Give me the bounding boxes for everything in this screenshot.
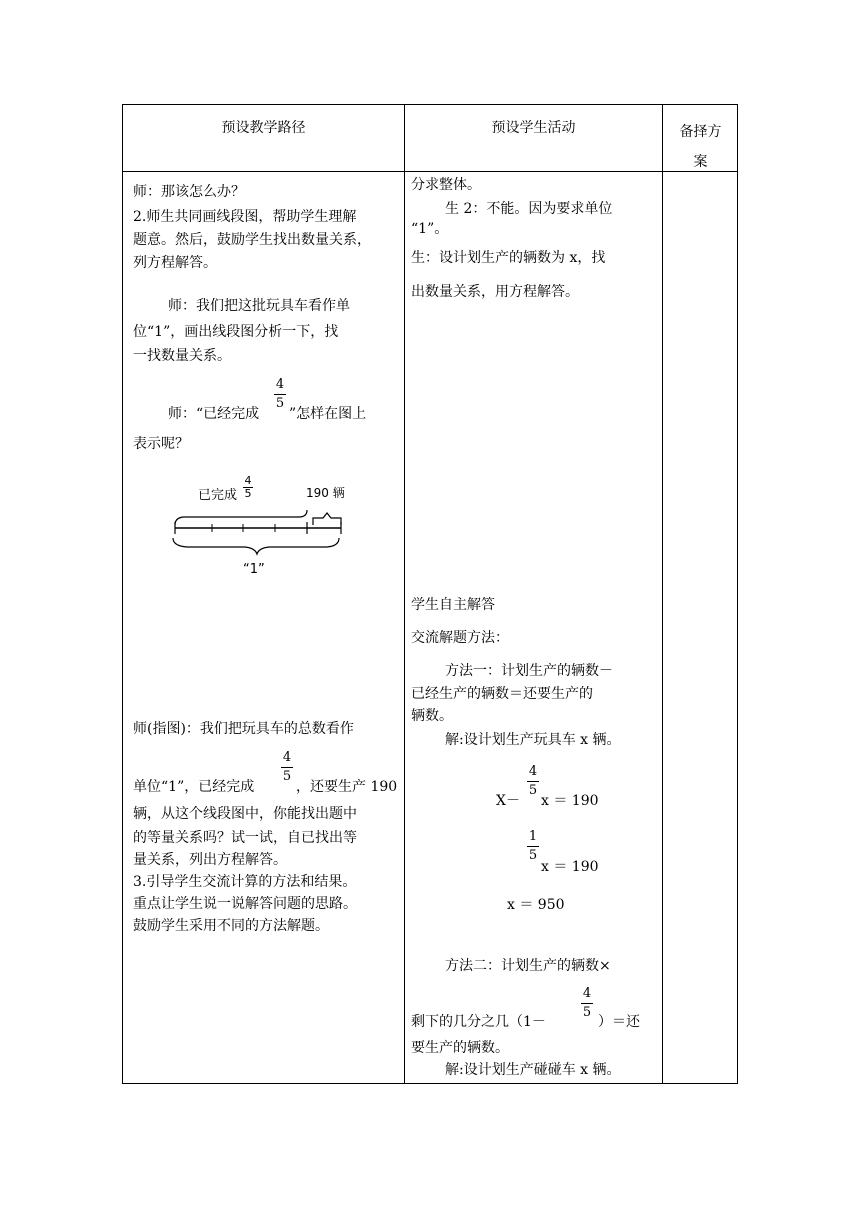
text-line: 剩下的几分之几（1－ xyxy=(411,1014,546,1030)
text-line: 师：“已经完成 xyxy=(168,406,260,422)
text-line: 生 2：不能。因为要求单位 xyxy=(445,201,613,217)
fraction-denominator: 5 xyxy=(528,848,538,863)
text-line: 方法二：计划生产的辆数× xyxy=(445,958,611,974)
text-line: 表示呢？ xyxy=(133,436,189,452)
fraction-numerator: 4 xyxy=(528,764,538,779)
text-line: 学生自主解答 xyxy=(411,597,495,613)
header-teaching-path: 预设教学路径 xyxy=(221,120,306,136)
text-line: 量关系，列出方程解答。 xyxy=(133,852,287,868)
fraction-four-fifths xyxy=(273,377,287,412)
header-alt-line2: 案 xyxy=(693,154,708,170)
text-line: “1”。 xyxy=(411,221,449,237)
text-line: 解:设计划生产玩具车 x 辆。 xyxy=(445,732,621,748)
text-line: 出数量关系，用方程解答。 xyxy=(411,284,579,300)
text-line: 交流解题方法： xyxy=(411,630,509,646)
text-line: 一找数量关系。 xyxy=(133,348,231,364)
text-line: 鼓励学生采用不同的方法解题。 xyxy=(133,918,329,934)
header-alt-line1: 备择方 xyxy=(679,124,722,140)
equation-3: x ＝ 950 xyxy=(507,897,565,913)
header-student-activity: 预设学生活动 xyxy=(491,120,576,136)
text-line: 方法一：计划生产的辆数－ xyxy=(445,663,613,679)
text-line: 分求整体。 xyxy=(411,177,481,193)
equation-2-right: x ＝ 190 xyxy=(541,859,599,875)
text-line: 辆数。 xyxy=(411,708,453,724)
fraction-four-fifths xyxy=(280,750,294,785)
fraction-numerator: 4 xyxy=(282,750,292,765)
fraction-one-fifth xyxy=(526,829,540,864)
text-line: 辆，从这个线段图中，你能找出题中 xyxy=(133,806,357,822)
fraction-numerator: 4 xyxy=(582,986,592,1001)
student-activity-cell xyxy=(405,172,662,1083)
fraction-denominator: 5 xyxy=(282,769,292,784)
fraction-denominator: 5 xyxy=(275,396,285,411)
fraction-denominator: 5 xyxy=(244,487,252,500)
text-line: 3.引导学生交流计算的方法和结果。 xyxy=(133,874,357,890)
text-line: 位“1”，画出线段图分析一下，找 xyxy=(133,324,339,340)
fraction-numerator: 4 xyxy=(275,377,285,392)
completed-label: 已完成 xyxy=(198,488,238,503)
text-line: 已经生产的辆数＝还要生产的 xyxy=(411,686,593,702)
fraction-numerator: 4 xyxy=(244,474,252,487)
text-line: 师：我们把这批玩具车看作单 xyxy=(168,298,350,314)
text-line: 解:设计划生产碰碰车 x 辆。 xyxy=(445,1062,621,1078)
text-line: 重点让学生说一说解答问题的思路。 xyxy=(133,896,357,912)
text-line: 单位“1”，已经完成 xyxy=(133,779,255,795)
text-line: ，还要生产 190 xyxy=(296,779,398,795)
text-line: ）＝还 xyxy=(598,1014,640,1030)
text-line: 师(指图)：我们把玩具车的总数看作 xyxy=(133,721,354,737)
lesson-plan-table xyxy=(122,104,738,1084)
text-line: 要生产的辆数。 xyxy=(411,1040,509,1056)
teaching-path-cell xyxy=(123,172,404,1083)
alternative-plan-cell xyxy=(663,172,738,1083)
equation-1-left: X－ xyxy=(496,793,520,809)
remaining-label: 190 辆 xyxy=(306,486,345,500)
fraction-four-fifths xyxy=(580,986,594,1021)
header-alternative-plan xyxy=(663,117,738,177)
text-line: 题意。然后，鼓励学生找出数量关系， xyxy=(133,232,371,248)
text-line: 师：那该怎么办？ xyxy=(133,184,245,200)
fraction-denominator: 5 xyxy=(582,1005,592,1020)
unit-one-label: “1” xyxy=(243,562,265,577)
text-line: 生：设计划生产的辆数为 x，找 xyxy=(411,250,606,266)
text-line: 的等量关系吗？试一试，自已找出等 xyxy=(133,830,357,846)
fraction-denominator: 5 xyxy=(528,783,538,798)
equation-1-right: x ＝ 190 xyxy=(541,793,599,809)
text-line: 2.师生共同画线段图，帮助学生理解 xyxy=(133,209,357,225)
fraction-four-fifths xyxy=(526,764,540,799)
text-line: 列方程解答。 xyxy=(133,255,217,271)
text-line: ”怎样在图上 xyxy=(289,406,367,422)
line-segment-diagram xyxy=(167,472,357,582)
fraction-numerator: 1 xyxy=(528,829,538,844)
